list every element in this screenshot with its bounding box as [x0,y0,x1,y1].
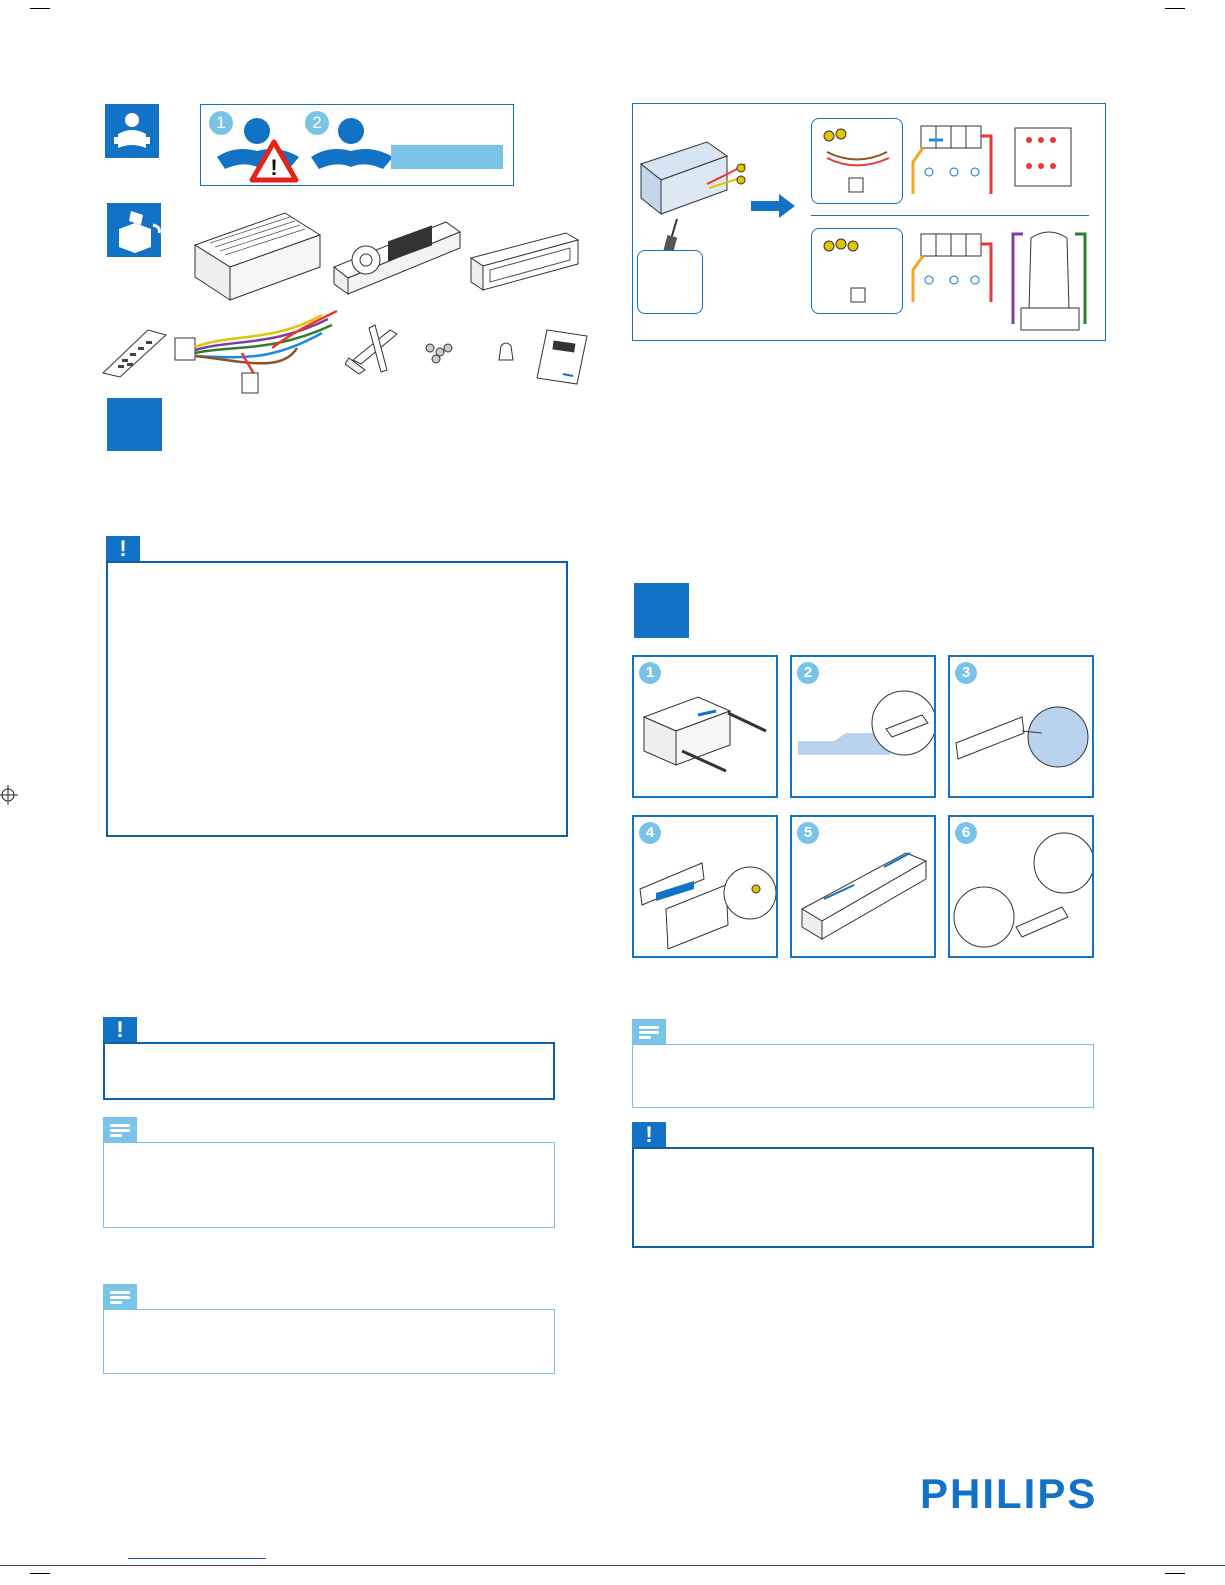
user-manual-drawing [535,328,590,386]
car-speaker-layout [1009,224,1099,339]
caution-box-small [103,1042,555,1100]
crop-mark [1165,1573,1185,1574]
unpack-box-icon [107,203,161,257]
step-2-badge: 2 [305,111,329,135]
bottom-rule [0,1565,1225,1566]
step-1-badge: 1 [209,111,233,135]
front-panel-drawing [326,212,466,307]
rca-plugs-top [817,122,897,200]
rubber-cushion-drawing [494,338,518,364]
step-6-drawing [952,827,1092,957]
install-step-3: 3 [948,655,1094,798]
caution-icon: ! [106,536,140,562]
brand-logo: PHILIPS [920,1470,1098,1517]
note-icon [103,1284,137,1310]
step-3-drawing [952,683,1092,795]
rca-detail-circle [637,250,703,314]
caution-icon: ! [103,1017,137,1043]
warning-mark: ! [270,155,278,180]
install-step-6: 6 [948,815,1094,958]
speaker-wiring-bottom [909,230,999,302]
step-4-drawing [636,839,776,955]
crop-mark [1165,8,1185,9]
removal-keys-drawing [345,320,415,375]
head-unit-drawing [190,205,325,305]
note-icon [632,1019,666,1045]
wiring-harness-drawing [172,303,347,396]
caution-box-large [106,561,568,837]
step-2-drawing [794,683,934,795]
mounting-sleeve-drawing [466,228,581,298]
remote-control-drawing [100,325,170,380]
install-step-4: 4 [632,815,778,958]
caution-box-right [632,1147,1094,1248]
step-5-drawing [794,839,934,955]
manual-highlight-bar [391,145,503,169]
crop-mark [30,1573,50,1574]
note-box-right [632,1044,1094,1108]
user-guide-icon [105,104,159,158]
speaker-wiring-top [909,122,999,194]
install-step-2: 2 [790,655,936,798]
install-step-5: 5 [790,815,936,958]
install-step-1: 1 [632,655,778,798]
screws-drawing [422,340,457,365]
note-box-1 [103,1142,555,1228]
read-manual-panel [200,104,514,186]
rear-panel-top [1009,122,1079,194]
step-1-drawing [638,685,774,795]
arrow-right-icon [751,194,795,218]
note-box-2 [103,1309,555,1374]
section-marker [634,583,689,638]
note-icon [103,1117,137,1143]
registration-mark [0,783,20,807]
rca-plugs-bottom [817,232,897,310]
bottom-link-rule [128,1558,266,1559]
crop-mark [30,8,50,9]
caution-icon: ! [632,1122,666,1148]
warning-triangle-icon [249,139,299,183]
section-marker [107,398,162,451]
connection-diagram [632,103,1106,341]
diagram-divider [811,215,1089,216]
